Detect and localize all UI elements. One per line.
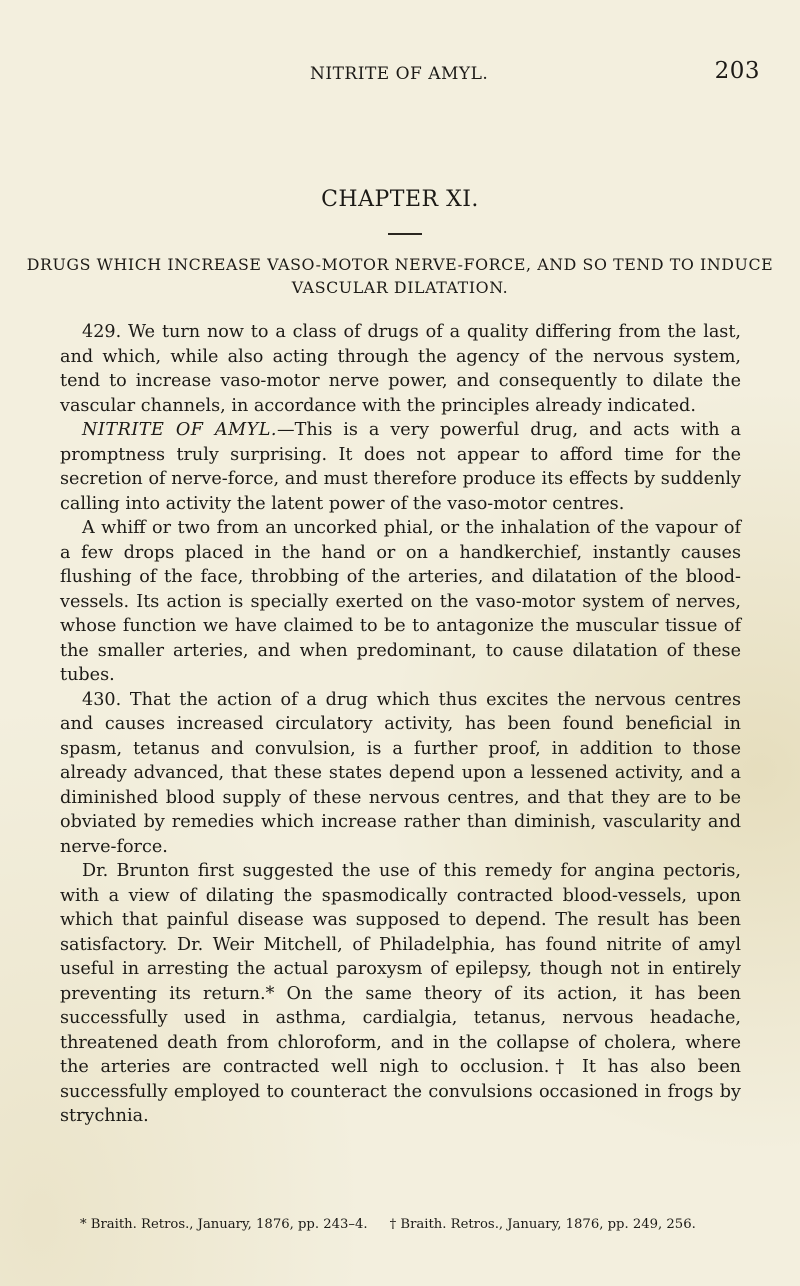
- paragraph-brunton: Dr. Brunton first suggested the use of this remedy for angina pectoris, with a view of dilating the spasmodically contracted blood-vessels, upon which that painful disease was supposed to depend. The result has been satisfactory. Dr. Weir Mitchell, of Philadelphia, has found nitrite of amyl useful in arresting the actual paroxysm of epilepsy, though not in entirely preventing its return.* On the same theory of its action, it has been successfully used in asthma, cardialgia, tetanus, nervous headache, threatened death from chloroform, and in the collapse of cholera, where the arteries are contracted well nigh to occlusion.† It has also been successfully employed to counteract the convulsions occasioned in frogs by strychnia.: [60, 861, 741, 1126]
- footnotes: [60, 1215, 741, 1234]
- paragraph-whiff: A whiff or two from an uncorked phial, or the inhalation of the vapour of a few drops placed in the hand or on a handkerchief, instantly causes flushing of the face, throbbing of the arteries, and dilatation of the blood-vessels. Its action is specially exerted on the vaso-motor system of nerves, whose function we have claimed to be to antagonize the muscular tissue of the smaller arteries, and when predominant, to cause dilatation of these tubes.: [60, 518, 741, 685]
- footnote-1: * Braith. Retros., January, 1876, pp. 243–4.: [80, 1217, 368, 1232]
- page-number: 203: [714, 58, 760, 84]
- section-heading-nitrite-of-amyl: NITRITE OF AMYL.: [82, 420, 278, 440]
- paragraph-430: 430. That the action of a drug which thus excites the nervous centres and causes increased circulatory activity, has been found beneficial in spasm, tetanus and convulsion, is a further proof, in addition to those already advanced, that these states depend upon a lessened activity, and a diminished blood supply of these nervous centres, and that they are to be obviated by remedies which increase rather than diminish, vascularity and nerve-force.: [60, 689, 741, 857]
- footnote-2: † Braith. Retros., January, 1876, pp. 249, 256.: [389, 1217, 696, 1232]
- running-title: NITRITE OF AMYL.: [310, 64, 489, 84]
- chapter-title: CHAPTER XI.: [321, 187, 479, 212]
- paragraph-nitrite-of-amyl: [60, 418, 741, 516]
- paragraph-429: 429. We turn now to a class of drugs of a quality differing from the last, and which, while also acting through the agency of the nervous system, tend to increase vaso-motor nerve power, and consequently to dilate the vascular channels, in accordance with the principles already indicated.: [60, 322, 741, 416]
- chapter-rule: [388, 233, 422, 235]
- chapter-subtitle: DRUGS WHICH INCREASE VASO-MOTOR NERVE-FORCE, AND SO TEND TO INDUCE VASCULAR DILATATION.: [26, 255, 774, 297]
- paragraph-nitrite-text: —This is a very powerful drug, and acts with a promptness truly surprising. It does not appear to afford time for the secretion of nerve-force, and must therefore produce its effects by suddenly calling into activity the latent power of the vaso-motor centres.: [60, 420, 742, 514]
- body-text: [60, 320, 741, 1129]
